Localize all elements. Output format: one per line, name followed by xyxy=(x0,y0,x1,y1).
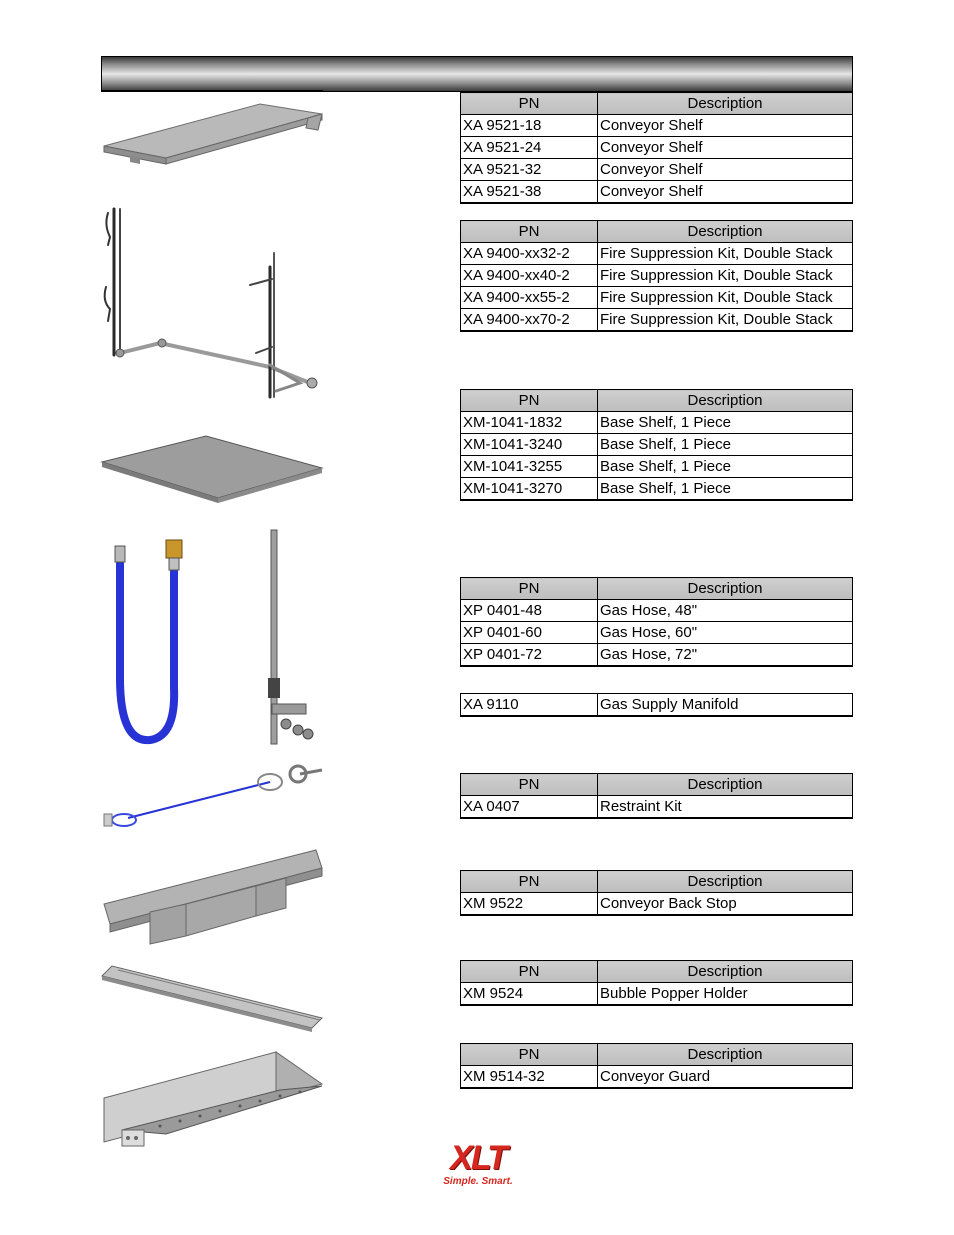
pn-header: PN xyxy=(461,871,598,893)
pn-cell: XP 0401-48 xyxy=(461,600,598,622)
gas-manifold-table xyxy=(460,693,853,717)
description-cell: Conveyor Shelf xyxy=(598,137,853,159)
description-cell: Bubble Popper Holder xyxy=(598,983,853,1006)
description-header: Description xyxy=(598,961,853,983)
pn-cell: XA 9400-xx32-2 xyxy=(461,243,598,265)
gas-hose-table xyxy=(460,577,853,667)
header-bar xyxy=(101,56,853,92)
description-cell: Conveyor Shelf xyxy=(598,181,853,204)
description-cell: Base Shelf, 1 Piece xyxy=(598,412,853,434)
pn-cell: XA 9400-xx40-2 xyxy=(461,265,598,287)
description-cell: Fire Suppression Kit, Double Stack xyxy=(598,265,853,287)
pn-cell: XA 9521-24 xyxy=(461,137,598,159)
conveyor-back-stop-image xyxy=(100,846,326,948)
pn-cell: XM-1041-3255 xyxy=(461,456,598,478)
bubble-popper-table xyxy=(460,960,853,1006)
pn-cell: XA 9521-38 xyxy=(461,181,598,204)
pn-cell: XM 9522 xyxy=(461,893,598,916)
back-stop-table xyxy=(460,870,853,916)
pn-cell: XP 0401-60 xyxy=(461,622,598,644)
description-cell: Gas Hose, 60" xyxy=(598,622,853,644)
base-shelf-table xyxy=(460,389,853,501)
description-header: Description xyxy=(598,871,853,893)
fire-suppression-table xyxy=(460,220,853,332)
pn-cell: XM 9524 xyxy=(461,983,598,1006)
logo-tagline: Simple. Smart. xyxy=(443,1176,513,1187)
gas-hose-and-manifold-image xyxy=(100,528,326,748)
restraint-kit-image xyxy=(100,764,326,834)
pn-cell: XM-1041-1832 xyxy=(461,412,598,434)
pn-header: PN xyxy=(461,578,598,600)
pn-header: PN xyxy=(461,93,598,115)
restraint-kit-table xyxy=(460,773,853,819)
description-cell: Restraint Kit xyxy=(598,796,853,819)
pn-header: PN xyxy=(461,390,598,412)
conveyor-shelf-table xyxy=(460,92,853,204)
description-cell: Fire Suppression Kit, Double Stack xyxy=(598,309,853,332)
description-header: Description xyxy=(598,1044,853,1066)
pn-header: PN xyxy=(461,774,598,796)
pn-cell: XA 9521-18 xyxy=(461,115,598,137)
description-header: Description xyxy=(598,578,853,600)
logo-wordmark: XLT xyxy=(450,1139,506,1177)
pn-cell: XA 9110 xyxy=(461,694,598,717)
pn-cell: XP 0401-72 xyxy=(461,644,598,667)
description-cell: Base Shelf, 1 Piece xyxy=(598,434,853,456)
pn-cell: XA 9521-32 xyxy=(461,159,598,181)
conveyor-guard-image xyxy=(100,1046,326,1152)
description-cell: Conveyor Guard xyxy=(598,1066,853,1089)
bubble-popper-holder-image xyxy=(100,962,326,1034)
description-cell: Fire Suppression Kit, Double Stack xyxy=(598,243,853,265)
pn-cell: XM-1041-3240 xyxy=(461,434,598,456)
pn-cell: XA 9400-xx70-2 xyxy=(461,309,598,332)
description-cell: Conveyor Back Stop xyxy=(598,893,853,916)
description-header: Description xyxy=(598,774,853,796)
pn-cell: XM-1041-3270 xyxy=(461,478,598,501)
description-cell: Gas Hose, 48" xyxy=(598,600,853,622)
description-header: Description xyxy=(598,390,853,412)
header-underline xyxy=(101,90,323,91)
fire-suppression-kit-image xyxy=(100,205,326,400)
xlt-logo xyxy=(426,1140,530,1196)
conveyor-guard-table xyxy=(460,1043,853,1089)
description-header: Description xyxy=(598,93,853,115)
description-header: Description xyxy=(598,221,853,243)
pn-cell: XM 9514-32 xyxy=(461,1066,598,1089)
conveyor-shelf-image xyxy=(100,100,326,172)
pn-header: PN xyxy=(461,221,598,243)
pn-cell: XA 9400-xx55-2 xyxy=(461,287,598,309)
description-cell: Base Shelf, 1 Piece xyxy=(598,456,853,478)
description-cell: Fire Suppression Kit, Double Stack xyxy=(598,287,853,309)
pn-cell: XA 0407 xyxy=(461,796,598,819)
description-cell: Gas Hose, 72" xyxy=(598,644,853,667)
description-cell: Base Shelf, 1 Piece xyxy=(598,478,853,501)
description-cell: Conveyor Shelf xyxy=(598,159,853,181)
description-cell: Gas Supply Manifold xyxy=(598,694,853,717)
pn-header: PN xyxy=(461,961,598,983)
description-cell: Conveyor Shelf xyxy=(598,115,853,137)
pn-header: PN xyxy=(461,1044,598,1066)
base-shelf-image xyxy=(100,432,326,504)
